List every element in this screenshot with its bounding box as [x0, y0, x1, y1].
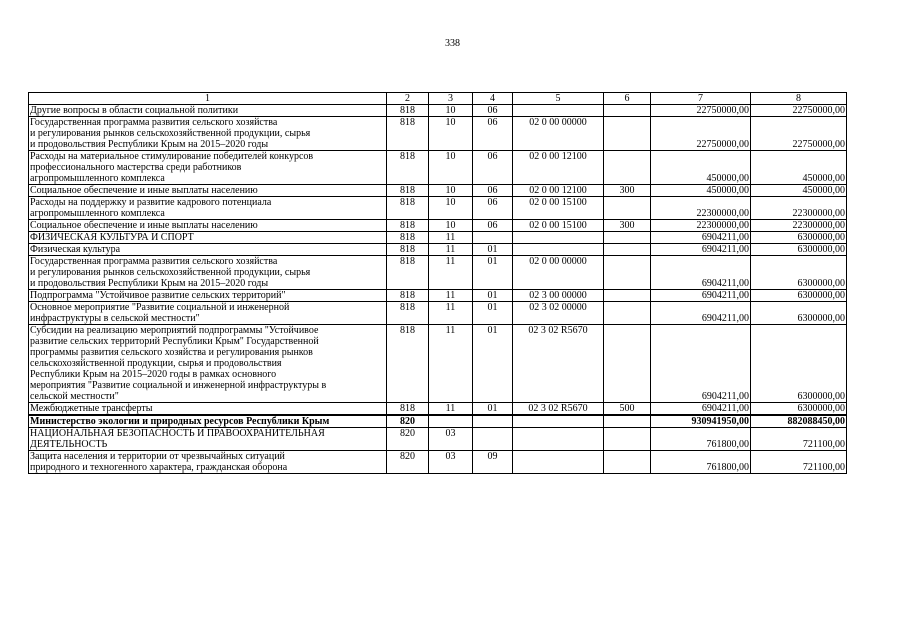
- header-cell-8: 8: [751, 93, 847, 105]
- ministry-code-cell: 818: [387, 185, 429, 197]
- expense-type-cell: 500: [604, 403, 651, 416]
- target-article-cell: [513, 232, 604, 244]
- section-code-cell: 11: [429, 403, 473, 416]
- section-code-cell: 10: [429, 117, 473, 151]
- subsection-code-cell: 06: [473, 220, 513, 232]
- subsection-code-cell: 06: [473, 105, 513, 117]
- header-cell-6: 6: [604, 93, 651, 105]
- amount-cell: 450000,00: [751, 185, 847, 197]
- table-row: [29, 428, 847, 451]
- table-row: [29, 151, 847, 185]
- target-article-cell: 02 0 00 12100: [513, 185, 604, 197]
- ministry-code-cell: 818: [387, 105, 429, 117]
- amount-cell: 450000,00: [651, 185, 751, 197]
- section-code-cell: 03: [429, 451, 473, 474]
- amount-cell: 6904211,00: [651, 302, 751, 325]
- item-name-cell: Министерство экологии и природных ресурсов Республики Крым: [29, 415, 387, 428]
- subsection-code-cell: 01: [473, 290, 513, 302]
- amount-cell: 22750000,00: [751, 105, 847, 117]
- target-article-cell: 02 0 00 15100: [513, 197, 604, 220]
- subsection-code-cell: 06: [473, 117, 513, 151]
- table-row: [29, 105, 847, 117]
- amount-cell: 6904211,00: [651, 290, 751, 302]
- subsection-code-cell: [473, 415, 513, 428]
- ministry-code-cell: 820: [387, 415, 429, 428]
- target-article-cell: 02 3 02 00000: [513, 302, 604, 325]
- header-cell-5: 5: [513, 93, 604, 105]
- expense-type-cell: [604, 232, 651, 244]
- header-cell-1: 1: [29, 93, 387, 105]
- target-article-cell: [513, 451, 604, 474]
- item-name-cell: Основное мероприятие "Развитие социальной и инженерной инфраструктуры в сельской местности": [29, 302, 387, 325]
- ministry-code-cell: 818: [387, 403, 429, 416]
- item-name-cell: Государственная программа развития сельского хозяйства и регулирования рынков сельскохозяйственной продукции, сырья и продовольствия Республики Крым на 2015–2020 годы: [29, 256, 387, 290]
- table-row: [29, 302, 847, 325]
- subsection-code-cell: 06: [473, 151, 513, 185]
- section-code-cell: 10: [429, 105, 473, 117]
- item-name-cell: Социальное обеспечение и иные выплаты населению: [29, 220, 387, 232]
- table-row: [29, 232, 847, 244]
- table-row: [29, 244, 847, 256]
- amount-cell: 22300000,00: [751, 197, 847, 220]
- header-cell-4: 4: [473, 93, 513, 105]
- ministry-code-cell: 818: [387, 232, 429, 244]
- table-row: [29, 451, 847, 474]
- amount-cell: 6904211,00: [651, 256, 751, 290]
- expense-type-cell: [604, 151, 651, 185]
- target-article-cell: [513, 105, 604, 117]
- ministry-code-cell: 818: [387, 151, 429, 185]
- section-code-cell: 11: [429, 302, 473, 325]
- expense-type-cell: [604, 290, 651, 302]
- amount-cell: 450000,00: [651, 151, 751, 185]
- ministry-code-cell: 818: [387, 117, 429, 151]
- subsection-code-cell: 01: [473, 302, 513, 325]
- table-row: [29, 197, 847, 220]
- section-code-cell: 10: [429, 185, 473, 197]
- target-article-cell: 02 0 00 15100: [513, 220, 604, 232]
- target-article-cell: [513, 428, 604, 451]
- item-name-cell: Расходы на материальное стимулирование победителей конкурсов профессионального мастерства среди работников агропромышленного комплекса: [29, 151, 387, 185]
- table-row: [29, 325, 847, 403]
- amount-cell: 22750000,00: [651, 117, 751, 151]
- expense-type-cell: [604, 197, 651, 220]
- amount-cell: 450000,00: [751, 151, 847, 185]
- target-article-cell: 02 3 00 00000: [513, 290, 604, 302]
- table-row: [29, 185, 847, 197]
- item-name-cell: Субсидии на реализацию мероприятий подпрограммы "Устойчивое развитие сельских территорий Республики Крым" Государственной программы развития сельского хозяйства и регулирования рынков сельскохозяйственной продукции, сырья и продовольствия Республики Крым на 2015–2020 годы в рамках основного мероприятия "Развитие социальной и инженерной инфраструктуры в сельской местности": [29, 325, 387, 403]
- section-code-cell: 11: [429, 325, 473, 403]
- section-code-cell: 11: [429, 244, 473, 256]
- header-cell-2: 2: [387, 93, 429, 105]
- item-name-cell: Межбюджетные трансферты: [29, 403, 387, 416]
- section-code-cell: 10: [429, 220, 473, 232]
- target-article-cell: [513, 415, 604, 428]
- amount-cell: 22300000,00: [651, 220, 751, 232]
- target-article-cell: 02 3 02 R5670: [513, 403, 604, 416]
- subsection-code-cell: 01: [473, 256, 513, 290]
- amount-cell: 930941950,00: [651, 415, 751, 428]
- amount-cell: 6300000,00: [751, 256, 847, 290]
- expense-type-cell: [604, 105, 651, 117]
- table-header-row: [29, 93, 847, 105]
- subsection-code-cell: 01: [473, 244, 513, 256]
- section-code-cell: 11: [429, 256, 473, 290]
- expense-type-cell: [604, 302, 651, 325]
- ministry-code-cell: 818: [387, 290, 429, 302]
- subsection-code-cell: [473, 428, 513, 451]
- subsection-code-cell: 06: [473, 197, 513, 220]
- amount-cell: 22750000,00: [651, 105, 751, 117]
- target-article-cell: 02 0 00 00000: [513, 117, 604, 151]
- amount-cell: 22750000,00: [751, 117, 847, 151]
- item-name-cell: Расходы на поддержку и развитие кадрового потенциала агропромышленного комплекса: [29, 197, 387, 220]
- item-name-cell: Социальное обеспечение и иные выплаты населению: [29, 185, 387, 197]
- expense-type-cell: [604, 244, 651, 256]
- ministry-code-cell: 818: [387, 220, 429, 232]
- target-article-cell: [513, 244, 604, 256]
- subsection-code-cell: 01: [473, 403, 513, 416]
- item-name-cell: Другие вопросы в области социальной политики: [29, 105, 387, 117]
- ministry-code-cell: 820: [387, 428, 429, 451]
- ministry-code-cell: 818: [387, 302, 429, 325]
- section-code-cell: [429, 415, 473, 428]
- amount-cell: 761800,00: [651, 428, 751, 451]
- amount-cell: 6300000,00: [751, 403, 847, 416]
- target-article-cell: 02 0 00 12100: [513, 151, 604, 185]
- table-row: [29, 403, 847, 416]
- amount-cell: 882088450,00: [751, 415, 847, 428]
- amount-cell: 6300000,00: [751, 244, 847, 256]
- item-name-cell: НАЦИОНАЛЬНАЯ БЕЗОПАСНОСТЬ И ПРАВООХРАНИТЕЛЬНАЯ ДЕЯТЕЛЬНОСТЬ: [29, 428, 387, 451]
- target-article-cell: 02 3 02 R5670: [513, 325, 604, 403]
- ministry-code-cell: 818: [387, 244, 429, 256]
- table-row: [29, 290, 847, 302]
- expense-type-cell: 300: [604, 185, 651, 197]
- section-code-cell: 10: [429, 151, 473, 185]
- section-code-cell: 10: [429, 197, 473, 220]
- amount-cell: 6300000,00: [751, 290, 847, 302]
- section-code-cell: 11: [429, 232, 473, 244]
- item-name-cell: Подпрограмма "Устойчивое развитие сельских территорий": [29, 290, 387, 302]
- expense-type-cell: [604, 428, 651, 451]
- amount-cell: 721100,00: [751, 428, 847, 451]
- section-code-cell: 11: [429, 290, 473, 302]
- expense-type-cell: [604, 325, 651, 403]
- item-name-cell: Защита населения и территории от чрезвычайных ситуаций природного и техногенного характера, гражданская оборона: [29, 451, 387, 474]
- table-row: [29, 256, 847, 290]
- ministry-code-cell: 818: [387, 256, 429, 290]
- header-cell-3: 3: [429, 93, 473, 105]
- amount-cell: 6904211,00: [651, 232, 751, 244]
- subsection-code-cell: 01: [473, 325, 513, 403]
- subsection-code-cell: 09: [473, 451, 513, 474]
- header-cell-7: 7: [651, 93, 751, 105]
- item-name-cell: Государственная программа развития сельского хозяйства и регулирования рынков сельскохозяйственной продукции, сырья и продовольствия Республики Крым на 2015–2020 годы: [29, 117, 387, 151]
- expense-type-cell: 300: [604, 220, 651, 232]
- amount-cell: 6300000,00: [751, 325, 847, 403]
- section-code-cell: 03: [429, 428, 473, 451]
- table-row: [29, 220, 847, 232]
- amount-cell: 761800,00: [651, 451, 751, 474]
- item-name-cell: Физическая культура: [29, 244, 387, 256]
- subsection-code-cell: 06: [473, 185, 513, 197]
- budget-table: [28, 92, 847, 474]
- ministry-code-cell: 820: [387, 451, 429, 474]
- expense-type-cell: [604, 117, 651, 151]
- item-name-cell: ФИЗИЧЕСКАЯ КУЛЬТУРА И СПОРТ: [29, 232, 387, 244]
- page-number: 338: [445, 38, 460, 49]
- target-article-cell: 02 0 00 00000: [513, 256, 604, 290]
- subsection-code-cell: [473, 232, 513, 244]
- expense-type-cell: [604, 415, 651, 428]
- amount-cell: 6300000,00: [751, 302, 847, 325]
- amount-cell: 6904211,00: [651, 325, 751, 403]
- table-row: [29, 415, 847, 428]
- amount-cell: 6300000,00: [751, 232, 847, 244]
- ministry-code-cell: 818: [387, 197, 429, 220]
- expense-type-cell: [604, 451, 651, 474]
- expense-type-cell: [604, 256, 651, 290]
- table-row: [29, 117, 847, 151]
- ministry-code-cell: 818: [387, 325, 429, 403]
- amount-cell: 22300000,00: [651, 197, 751, 220]
- amount-cell: 721100,00: [751, 451, 847, 474]
- amount-cell: 6904211,00: [651, 403, 751, 416]
- amount-cell: 6904211,00: [651, 244, 751, 256]
- amount-cell: 22300000,00: [751, 220, 847, 232]
